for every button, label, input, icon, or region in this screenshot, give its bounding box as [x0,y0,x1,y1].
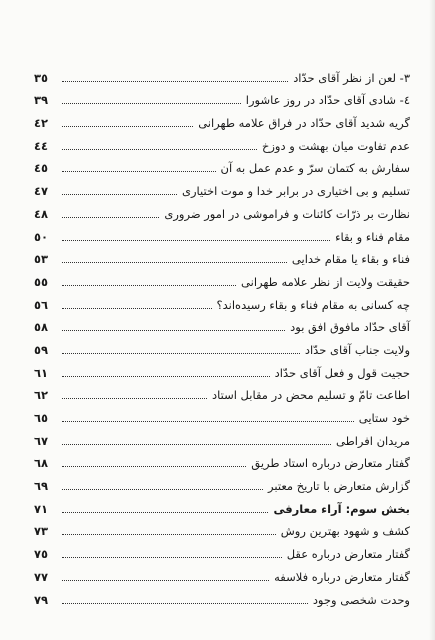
toc-page-number: ٧٥ [34,547,49,562]
toc-entry-title: چه کسانی به مقام فناء و بقاء رسیده‌اند؟ [216,297,410,312]
toc-entry [34,380,410,403]
toc-page-number: ٥٥ [34,274,49,289]
toc-entry-title: فناء و بقاء یا مقام خدایی [291,252,410,267]
toc-entry [34,221,410,244]
toc-entry-title: مقام فناء و بقاء [335,229,410,244]
toc-entry-title: گریه شدید آقای حدّاد در فراق علامه طهرانی [198,116,410,131]
toc-entry [34,175,410,198]
dot-leader [62,240,330,241]
toc-page-number: ٤٢ [34,116,49,131]
toc-entry [34,584,410,607]
dot-leader [62,217,159,218]
toc-entry-title: گفتار متعارض درباره استاد طریق [251,456,410,471]
toc-page-number: ٥٠ [34,229,49,244]
toc-page-number: ٧٣ [34,524,49,539]
dot-leader [62,421,354,422]
toc-entry-title: وحدت شخصی وجود [312,592,410,607]
toc-page-number: ٥٩ [34,342,49,357]
toc-entry [34,130,410,153]
toc-entry [34,357,410,380]
toc-entry [34,425,410,448]
dot-leader [62,489,263,490]
toc-entry [34,470,410,493]
toc-entry [34,448,410,471]
toc-entry [34,538,410,561]
toc-page-number: ٥٨ [34,320,49,335]
toc-page-number: ٧٩ [34,592,49,607]
toc-page-number: ٦٧ [34,433,49,448]
toc-entry-title: نظارت بر ذرّات کائنات و فراموشی در امور ضروری [164,206,410,221]
toc-entry-title: ٣- لعن از نظر آقای حدّاد [293,70,410,85]
dot-leader [62,376,270,377]
toc-page-number: ٦٥ [34,411,49,425]
toc-entry-title: تسلیم و بی اختیاری در برابر خدا و موت اختیاری [181,184,410,199]
toc-entry-title: سفارش به کتمان سرّ و عدم عمل به آن [220,161,410,176]
dot-leader [62,194,177,195]
toc-page-number: ٧٧ [34,569,49,584]
toc-entry-title: آقای حدّاد مافوق افق بود [290,320,410,335]
toc-entry-title: گفتار متعارض درباره فلاسفه [274,569,410,584]
dot-leader [62,285,236,286]
toc-entry-title: ٤- شادی آقای حدّاد در روز عاشورا [245,93,410,108]
dot-leader [62,81,288,82]
toc-entry [34,244,410,267]
dot-leader [62,330,285,331]
toc-page-number: ٤٨ [34,206,49,221]
toc-section-heading [34,493,410,516]
dot-leader [62,308,212,309]
toc-page-number: ٦٨ [34,456,49,471]
toc-entry-title: گفتار متعارض درباره عقل [286,547,410,562]
toc-page-number: ٤٤ [34,138,49,153]
toc-entry-title: ولایت جناب آقای حدّاد [304,342,410,357]
dot-leader [62,557,282,558]
dot-leader [62,353,300,354]
toc-page-number: ٤٧ [34,184,49,199]
table-of-contents [34,62,410,607]
toc-entry [34,62,410,85]
dot-leader [62,398,207,399]
toc-page-number: ٦١ [34,365,49,380]
toc-entry [34,334,410,357]
toc-entry [34,561,410,584]
toc-page-number: ٣٥ [34,70,49,85]
toc-entry [34,516,410,539]
toc-entry [34,266,410,289]
toc-entry-title: کشف و شهود بهترین روش [280,524,410,539]
toc-entry [34,402,410,425]
dot-leader [62,262,287,263]
toc-entry-title: اطاعت تامّ و تسلیم محض در مقابل استاد [211,388,410,403]
toc-page-number: ٥٦ [34,297,49,312]
toc-entry-title: خود ستایی [358,411,410,425]
toc-page-number: ٦٢ [34,388,49,403]
toc-page-number: ٥٣ [34,252,49,267]
dot-leader [62,149,257,150]
toc-entry [34,312,410,335]
dot-leader [62,171,216,172]
toc-entry-title: حقیقت ولایت از نظر علامه طهرانی [241,274,410,289]
toc-entry [34,153,410,176]
toc-entry [34,85,410,108]
toc-entry-title: حجیت قول و فعل آقای حدّاد [274,365,410,380]
dot-leader [62,534,276,535]
toc-page-number: ٤٥ [34,161,49,176]
dot-leader [62,103,241,104]
page-edge-shadow [429,0,435,640]
toc-entry-title: گزارش متعارض با تاریخ معتبر [268,479,410,494]
toc-entry-title: مریدان افراطی [335,433,410,448]
dot-leader [62,580,269,581]
dot-leader [62,126,193,127]
toc-entry [34,198,410,221]
toc-entry-title: بخش سوم: آراء معارفی [273,501,410,516]
dot-leader [62,466,246,467]
toc-entry-title: عدم تفاوت میان بهشت و دوزخ [261,138,410,153]
dot-leader [62,512,268,513]
toc-page-number: ٦٩ [34,479,49,494]
toc-page-number: ٣٩ [34,93,49,108]
toc-entry [34,107,410,130]
dot-leader [62,603,308,604]
toc-entry [34,289,410,312]
dot-leader [62,444,331,445]
toc-page-number: ٧١ [34,501,49,516]
